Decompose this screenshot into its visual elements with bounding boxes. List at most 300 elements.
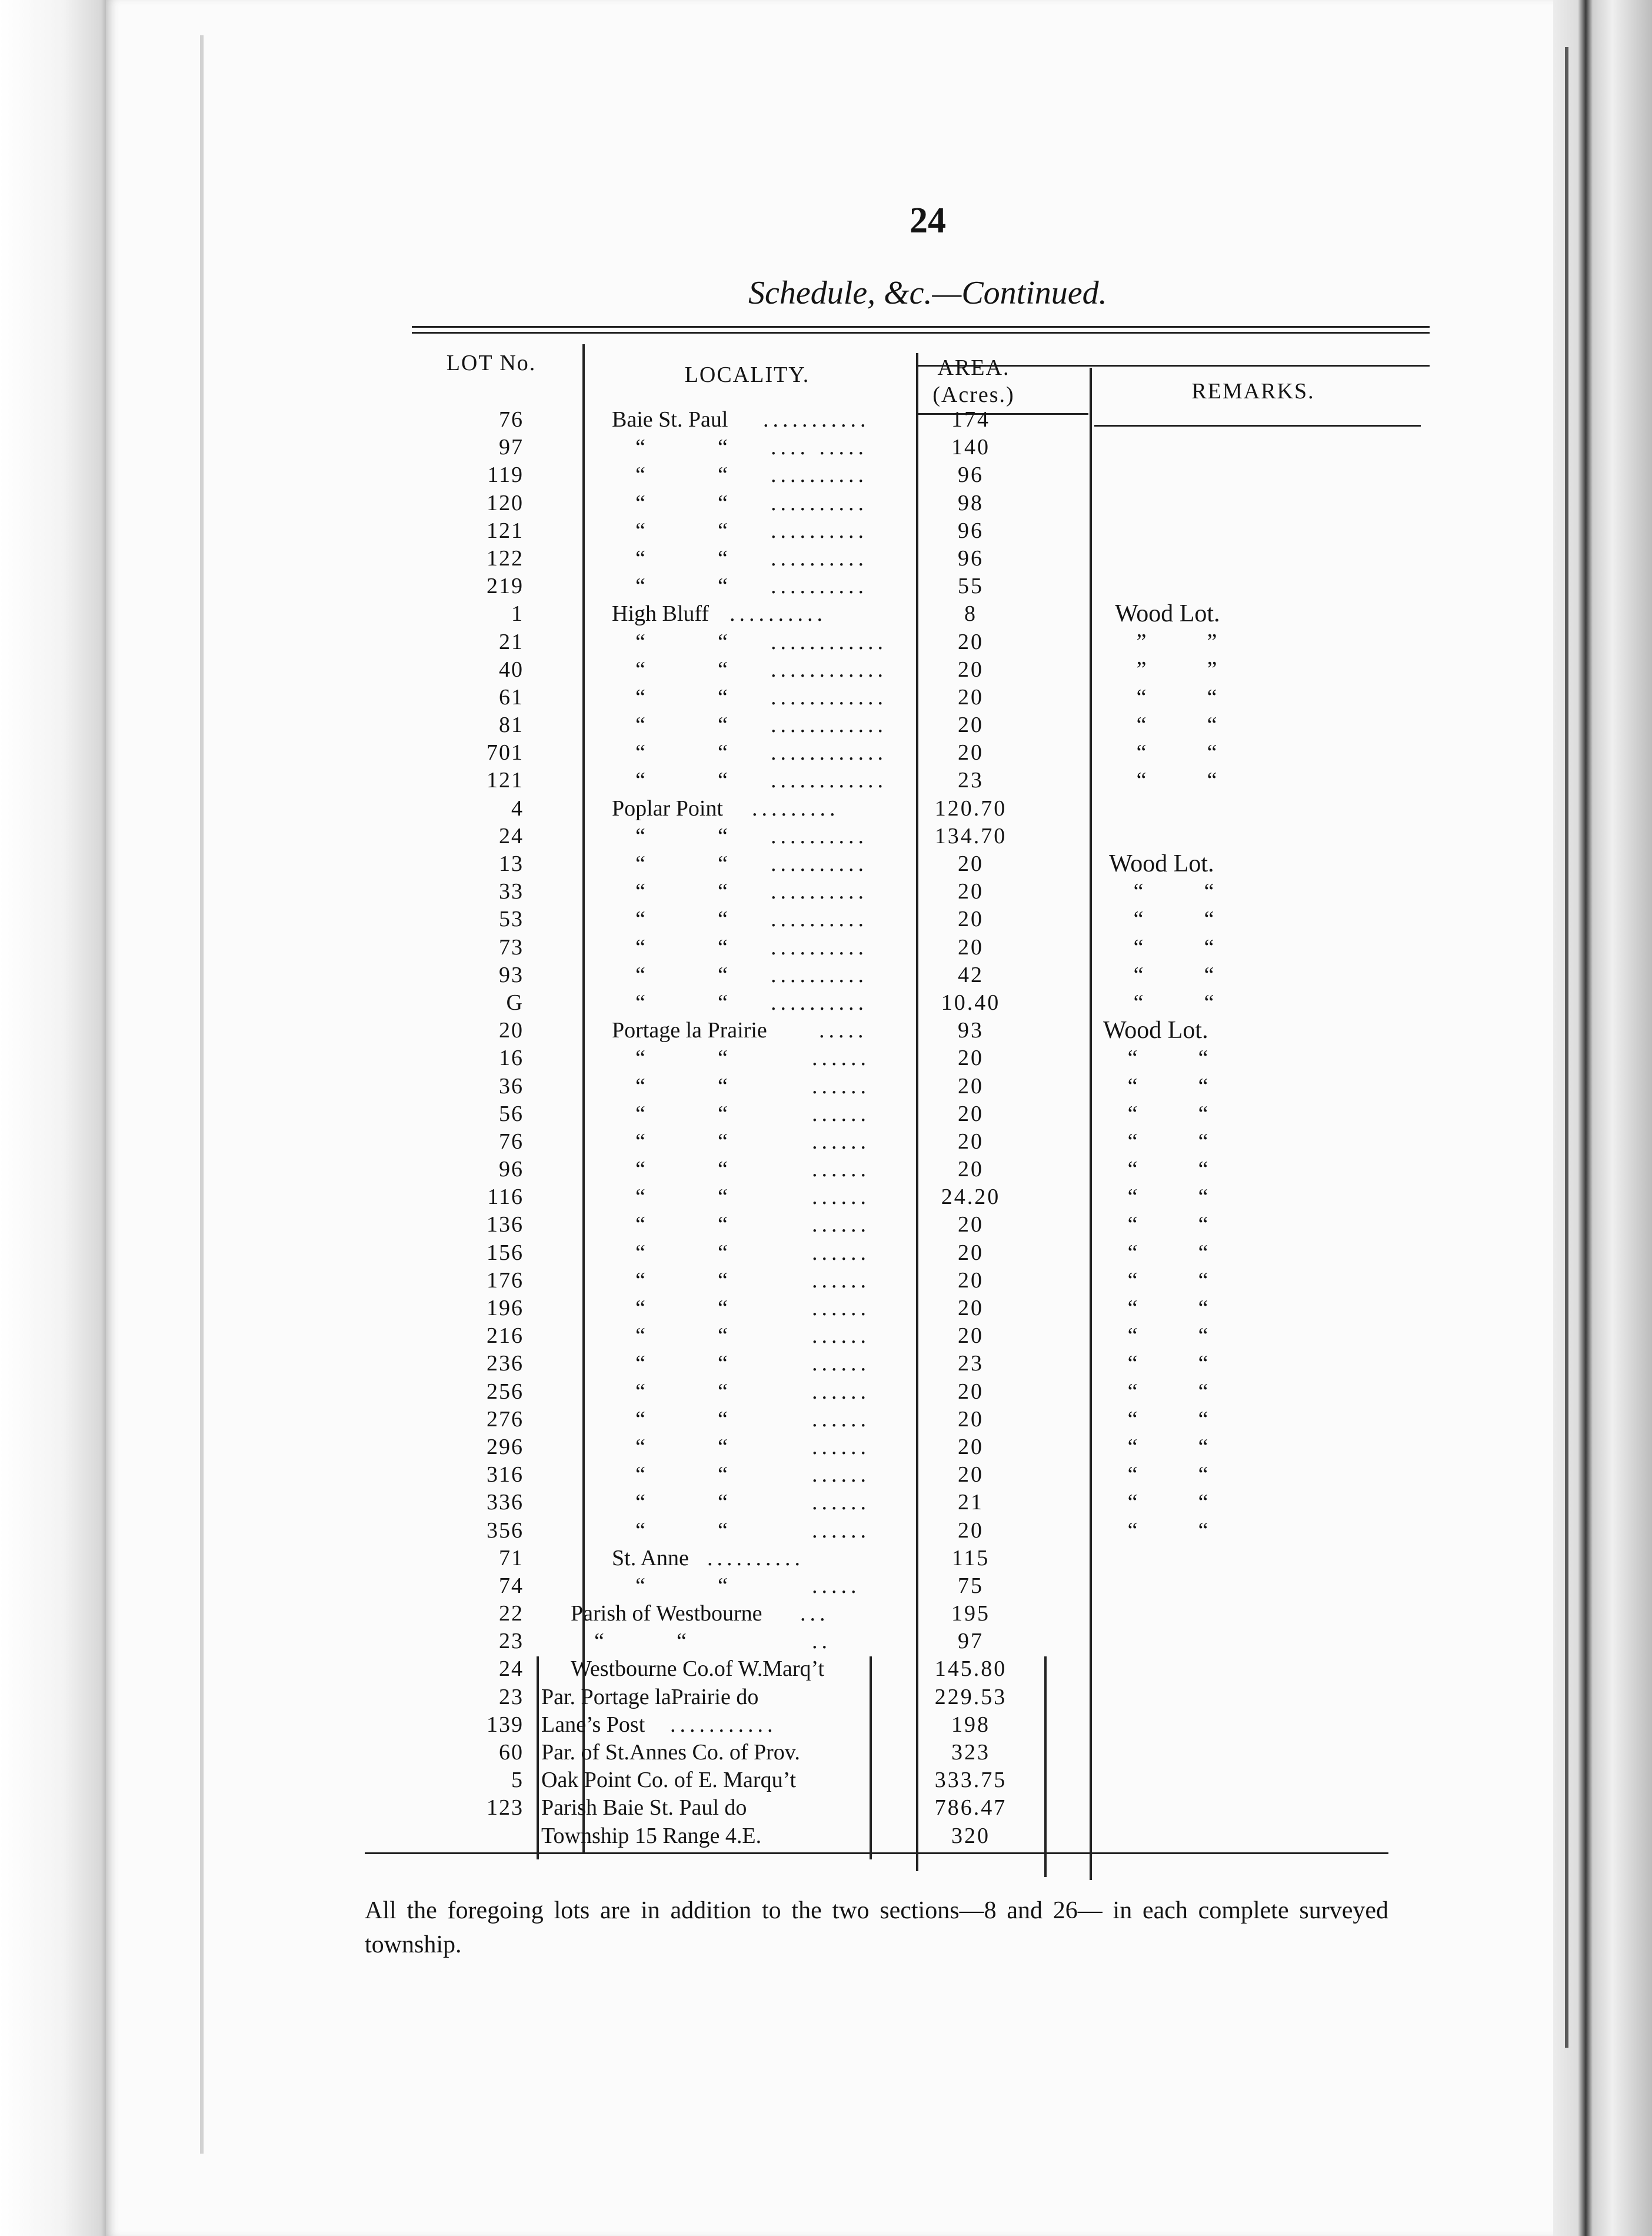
remark-ditto-1: “ [1127, 1434, 1138, 1459]
area-acres: 20 [958, 713, 984, 738]
leader-dots: ...... [812, 1073, 870, 1099]
lot-number: 256 [487, 1379, 524, 1404]
ditto-mark-1: “ [635, 1406, 645, 1432]
ditto-mark-1: “ [635, 713, 645, 738]
remark-ditto-1: “ [1127, 1323, 1138, 1349]
remark-ditto-1: “ [1127, 1212, 1138, 1237]
area-acres: 20 [958, 1046, 984, 1071]
table-row [0, 989, 1652, 1017]
table-row [0, 1044, 1652, 1072]
area-acres: 20 [958, 1240, 984, 1265]
area-acres: 21 [958, 1490, 984, 1515]
ditto-mark-1: “ [635, 851, 645, 876]
lot-number: 116 [487, 1184, 524, 1210]
area-acres: 20 [958, 1323, 984, 1349]
lot-number: 121 [487, 768, 524, 793]
lot-number: 13 [499, 851, 524, 876]
ditto-mark-2: “ [718, 1184, 728, 1210]
ditto-mark-1: “ [594, 1629, 604, 1654]
locality-name: Baie St. Paul [612, 407, 728, 432]
area-acres: 20 [958, 1267, 984, 1293]
table-row [0, 1017, 1652, 1044]
table-row [0, 1794, 1652, 1822]
ditto-mark-2: “ [718, 629, 728, 654]
remark-text: Wood Lot. [1103, 1017, 1208, 1044]
area-acres: 20 [958, 1518, 984, 1543]
leader-dots: ...... [812, 1240, 870, 1265]
remark-ditto-1: “ [1127, 1184, 1138, 1210]
lot-number: 40 [499, 657, 524, 682]
ditto-mark-1: “ [635, 684, 645, 710]
lot-number: 136 [487, 1212, 524, 1237]
locality-name: Portage la Prairie [612, 1018, 767, 1043]
table-row [0, 1655, 1652, 1683]
area-acres: 20 [958, 1406, 984, 1432]
area-acres: 20 [958, 657, 984, 682]
ditto-mark-1: “ [635, 657, 645, 682]
remark-ditto-1: “ [1136, 684, 1147, 710]
lot-number: 23 [499, 1684, 524, 1709]
table-row [0, 1378, 1652, 1406]
lot-number: 1 [511, 601, 524, 627]
area-acres: 20 [958, 1212, 984, 1237]
locality-name: Westbourne Co.of W.Marq’t [571, 1656, 825, 1682]
ditto-mark-2: “ [718, 907, 728, 932]
lot-number: 33 [499, 879, 524, 904]
table-row [0, 1183, 1652, 1211]
remark-ditto-1: “ [1127, 1518, 1138, 1543]
lot-number: 139 [487, 1712, 524, 1737]
remark-ditto-2: “ [1204, 934, 1214, 960]
ditto-mark-2: “ [718, 962, 728, 987]
table-row [0, 1489, 1652, 1516]
lot-number: 22 [499, 1601, 524, 1626]
lot-number: 219 [487, 574, 524, 599]
area-acres: 96 [958, 518, 984, 543]
table-row [0, 961, 1652, 989]
lot-number: 73 [499, 934, 524, 960]
remark-ditto-1: “ [1127, 1073, 1138, 1099]
area-acres: 20 [958, 934, 984, 960]
lot-number: 196 [487, 1296, 524, 1320]
ditto-mark-2: “ [718, 1129, 728, 1154]
remark-ditto-1: “ [1127, 1046, 1138, 1071]
leader-dots: ........... [670, 1712, 777, 1737]
remark-ditto-2: “ [1204, 962, 1214, 987]
lot-number: 56 [499, 1101, 524, 1126]
lot-number: 119 [487, 462, 524, 488]
lot-number: 93 [499, 962, 524, 987]
remark-ditto-1: “ [1127, 1406, 1138, 1432]
remark-ditto-1: “ [1127, 1101, 1138, 1126]
remark-ditto-1: “ [1127, 1379, 1138, 1404]
ditto-mark-1: “ [635, 1157, 645, 1182]
leader-dots: .......... [707, 1545, 804, 1570]
lot-number: 236 [487, 1351, 524, 1376]
area-acres: 98 [958, 490, 984, 515]
table-row [0, 1545, 1652, 1572]
ditto-mark-1: “ [635, 1518, 645, 1543]
remark-ditto-1: “ [1136, 713, 1147, 738]
remark-ditto-1: “ [1127, 1240, 1138, 1265]
remark-ditto-2: “ [1204, 990, 1214, 1015]
table-row [0, 1100, 1652, 1128]
ditto-mark-1: “ [635, 962, 645, 987]
leader-dots: ...... [812, 1184, 870, 1210]
lot-number: 81 [499, 713, 524, 738]
remark-ditto-1: “ [1127, 1351, 1138, 1376]
lot-number: 123 [487, 1795, 524, 1821]
ditto-mark-2: “ [718, 879, 728, 904]
lot-number: 53 [499, 907, 524, 932]
ditto-mark-2: “ [718, 823, 728, 849]
lot-number: 316 [487, 1462, 524, 1488]
ditto-mark-2: “ [718, 1434, 728, 1459]
leader-dots: ...... [812, 1434, 870, 1459]
leader-dots: .. [812, 1629, 831, 1654]
ditto-mark-2: “ [718, 990, 728, 1015]
ditto-mark-1: “ [635, 1323, 645, 1349]
area-acres: 24.20 [941, 1184, 1001, 1210]
locality-name: Lane’s Post [541, 1712, 645, 1737]
area-acres: 97 [958, 1629, 984, 1654]
ditto-mark-2: “ [718, 1073, 728, 1099]
lot-number: 296 [487, 1434, 524, 1459]
table-row [0, 1683, 1652, 1711]
area-acres: 145.80 [934, 1656, 1007, 1682]
area-acres: 198 [951, 1712, 990, 1737]
area-acres: 320 [951, 1823, 990, 1848]
leader-dots: .......... [771, 990, 868, 1015]
area-acres: 195 [951, 1601, 990, 1626]
remark-ditto-1: “ [1127, 1157, 1138, 1182]
table-row [0, 1711, 1652, 1739]
area-acres: 75 [958, 1573, 984, 1598]
lot-number: 20 [499, 1018, 524, 1043]
remark-ditto-1: ” [1136, 657, 1147, 682]
leader-dots: ...... [812, 1296, 870, 1320]
lot-number: 356 [487, 1518, 524, 1543]
ditto-mark-2: “ [718, 851, 728, 876]
table-row [0, 600, 1652, 628]
ditto-mark-1: “ [635, 490, 645, 515]
table-row [0, 1156, 1652, 1183]
remark-ditto-2: “ [1198, 1212, 1208, 1237]
remark-ditto-2: “ [1198, 1184, 1208, 1210]
area-acres: 20 [958, 1101, 984, 1126]
ditto-mark-1: “ [635, 1240, 645, 1265]
lot-number: 36 [499, 1073, 524, 1099]
leader-dots: ............ [771, 657, 887, 682]
lot-number: 76 [499, 407, 524, 432]
ditto-mark-2: “ [718, 1573, 728, 1598]
area-acres: 140 [951, 435, 990, 460]
remark-ditto-1: ” [1136, 629, 1147, 654]
table-row [0, 1128, 1652, 1156]
remark-ditto-2: “ [1198, 1490, 1208, 1515]
lot-number: G [506, 990, 524, 1015]
locality-name: Township 15 Range 4.E. [541, 1823, 762, 1848]
table-row [0, 1600, 1652, 1628]
leader-dots: .......... [730, 601, 827, 627]
area-acres: 96 [958, 462, 984, 488]
remark-ditto-2: “ [1198, 1434, 1208, 1459]
ditto-mark-1: “ [635, 1184, 645, 1210]
ditto-mark-2: “ [718, 1462, 728, 1488]
ditto-mark-1: “ [635, 1434, 645, 1459]
lot-number: 4 [511, 796, 524, 821]
table-row [0, 823, 1652, 850]
ditto-mark-2: “ [718, 574, 728, 599]
table-row [0, 628, 1652, 656]
lot-number: 61 [499, 684, 524, 710]
table-row [0, 517, 1652, 545]
ditto-mark-1: “ [635, 1129, 645, 1154]
table-row [0, 1517, 1652, 1545]
ditto-mark-2: “ [718, 1406, 728, 1432]
ditto-mark-2: “ [718, 1240, 728, 1265]
leader-dots: ...... [812, 1323, 870, 1349]
page-number: 24 [910, 201, 946, 241]
locality-name: Oak Point Co. of E. Marqu’t [541, 1768, 797, 1793]
ditto-mark-1: “ [635, 879, 645, 904]
remark-ditto-2: “ [1198, 1351, 1208, 1376]
remark-ditto-1: “ [1136, 740, 1147, 766]
remark-ditto-2: “ [1198, 1406, 1208, 1432]
area-acres: 20 [958, 1462, 984, 1488]
locality-name: Parish Baie St. Paul do [541, 1795, 747, 1821]
locality-name: Parish of Westbourne [571, 1601, 762, 1626]
table-row [0, 1350, 1652, 1377]
table-row [0, 406, 1652, 434]
table-row [0, 1572, 1652, 1600]
table-row [0, 1322, 1652, 1350]
lot-number: 97 [499, 435, 524, 460]
ditto-mark-2: “ [718, 740, 728, 766]
table-row [0, 434, 1652, 461]
ditto-mark-2: “ [718, 768, 728, 793]
leader-dots: .......... [771, 462, 868, 488]
remark-ditto-2: “ [1198, 1240, 1208, 1265]
remark-ditto-1: “ [1127, 1296, 1138, 1320]
area-acres: 20 [958, 1073, 984, 1099]
table-row [0, 934, 1652, 961]
table-row [0, 906, 1652, 933]
lot-number: 23 [499, 1629, 524, 1654]
leader-dots: ..... [819, 1018, 868, 1043]
locality-name: St. Anne [612, 1545, 689, 1570]
remark-ditto-2: “ [1198, 1379, 1208, 1404]
remark-ditto-2: “ [1198, 1101, 1208, 1126]
running-title: Schedule, &c.—Continued. [748, 275, 1107, 311]
area-acres: 8 [964, 601, 977, 627]
remark-ditto-2: “ [1198, 1462, 1208, 1488]
ditto-mark-2: “ [718, 934, 728, 960]
remark-ditto-2: “ [1204, 879, 1214, 904]
leader-dots: .......... [771, 851, 868, 876]
header-area-line1: AREA. [937, 355, 1010, 380]
ditto-mark-1: “ [635, 1462, 645, 1488]
lot-number: 121 [487, 518, 524, 543]
ditto-mark-1: “ [635, 1073, 645, 1099]
ditto-mark-1: “ [635, 934, 645, 960]
remark-ditto-1: “ [1136, 768, 1147, 793]
area-acres: 333.75 [934, 1768, 1007, 1793]
lot-number: 24 [499, 1656, 524, 1682]
area-acres: 20 [958, 684, 984, 710]
lot-number: 156 [487, 1240, 524, 1265]
leader-dots: ...... [812, 1518, 870, 1543]
ditto-mark-2: “ [718, 1101, 728, 1126]
header-top-rule [412, 326, 1430, 328]
remark-ditto-2: “ [1198, 1073, 1208, 1099]
lot-number: 24 [499, 823, 524, 849]
leader-dots: ...... [812, 1046, 870, 1071]
table-row [0, 545, 1652, 573]
table-row [0, 1822, 1652, 1850]
remark-ditto-2: “ [1198, 1157, 1208, 1182]
leader-dots: ........... [763, 407, 870, 432]
leader-dots: .......... [771, 490, 868, 515]
ditto-mark-2: “ [718, 490, 728, 515]
leader-dots: ... [800, 1601, 830, 1626]
locality-name: Poplar Point [612, 796, 723, 821]
leader-dots: .......... [771, 879, 868, 904]
ditto-mark-1: “ [635, 545, 645, 571]
ditto-mark-1: “ [635, 1573, 645, 1598]
ditto-mark-2: “ [718, 1212, 728, 1237]
ditto-mark-1: “ [635, 768, 645, 793]
area-acres: 20 [958, 851, 984, 876]
remark-ditto-1: “ [1127, 1490, 1138, 1515]
leader-dots: ...... [812, 1351, 870, 1376]
ditto-mark-1: “ [635, 518, 645, 543]
lot-number: 76 [499, 1129, 524, 1154]
ditto-mark-2: “ [718, 657, 728, 682]
remark-ditto-1: “ [1127, 1267, 1138, 1293]
leader-dots: ...... [812, 1101, 870, 1126]
leader-dots: ............ [771, 684, 887, 710]
table-row [0, 684, 1652, 711]
leader-dots: .......... [771, 574, 868, 599]
leader-dots: ............ [771, 740, 887, 766]
area-acres: 93 [958, 1018, 984, 1043]
area-acres: 20 [958, 1157, 984, 1182]
leader-dots: ...... [812, 1490, 870, 1515]
remark-ditto-2: “ [1198, 1129, 1208, 1154]
remark-text: Wood Lot. [1109, 850, 1214, 877]
table-row [0, 1739, 1652, 1766]
ditto-mark-2: “ [718, 1351, 728, 1376]
lot-number: 276 [487, 1406, 524, 1432]
leader-dots: .... ..... [771, 435, 868, 460]
table-row [0, 656, 1652, 684]
table-row [0, 573, 1652, 600]
locality-name: Par. of St.Annes Co. of Prov. [541, 1740, 800, 1765]
leader-dots: .......... [771, 907, 868, 932]
ditto-mark-1: “ [635, 574, 645, 599]
ditto-mark-2: “ [718, 1046, 728, 1071]
remark-ditto-2: ” [1207, 657, 1217, 682]
table-row [0, 461, 1652, 489]
area-acres: 20 [958, 907, 984, 932]
ditto-mark-1: “ [635, 1351, 645, 1376]
ditto-mark-2: “ [718, 518, 728, 543]
remark-ditto-2: ” [1207, 629, 1217, 654]
leader-dots: ......... [752, 796, 840, 821]
area-acres: 20 [958, 1129, 984, 1154]
remark-ditto-1: “ [1133, 990, 1144, 1015]
area-acres: 20 [958, 629, 984, 654]
lot-number: 96 [499, 1157, 524, 1182]
footnote: All the foregoing lots are in addition to the two sections—8 and 26— in each complete surveyed township. [365, 1897, 1388, 1958]
remark-ditto-2: “ [1198, 1518, 1208, 1543]
ditto-mark-2: “ [718, 1490, 728, 1515]
leader-dots: ...... [812, 1267, 870, 1293]
leader-dots: ............ [771, 768, 887, 793]
lot-number: 71 [499, 1545, 524, 1570]
remark-ditto-2: “ [1207, 740, 1217, 766]
lot-number: 5 [511, 1768, 524, 1793]
remark-ditto-2: “ [1207, 768, 1217, 793]
lot-number: 176 [487, 1267, 524, 1293]
remark-ditto-1: “ [1133, 934, 1144, 960]
table-row [0, 878, 1652, 906]
lot-number: 74 [499, 1573, 524, 1598]
ditto-mark-1: “ [635, 990, 645, 1015]
leader-dots: .......... [771, 823, 868, 849]
area-acres: 115 [951, 1545, 990, 1570]
locality-name: Par. Portage laPrairie do [541, 1684, 759, 1709]
ditto-mark-2: “ [718, 1323, 728, 1349]
leader-dots: .......... [771, 934, 868, 960]
header-top-rule-2 [412, 332, 1430, 334]
leader-dots: ...... [812, 1129, 870, 1154]
remark-ditto-2: “ [1198, 1323, 1208, 1349]
remark-ditto-2: “ [1198, 1267, 1208, 1293]
ditto-mark-1: “ [635, 629, 645, 654]
ditto-mark-2: “ [677, 1629, 687, 1654]
table-row [0, 795, 1652, 823]
area-acres: 20 [958, 1296, 984, 1320]
ditto-mark-1: “ [635, 435, 645, 460]
remark-text: Wood Lot. [1115, 600, 1220, 628]
ditto-mark-2: “ [718, 462, 728, 488]
table-bottom-rule [365, 1852, 1388, 1854]
header-remarks: REMARKS. [1191, 379, 1315, 404]
ditto-mark-2: “ [718, 684, 728, 710]
ditto-mark-2: “ [718, 1157, 728, 1182]
remark-ditto-2: “ [1207, 713, 1217, 738]
ditto-mark-1: “ [635, 462, 645, 488]
lot-number: 16 [499, 1046, 524, 1071]
area-acres: 55 [958, 574, 984, 599]
leader-dots: ...... [812, 1379, 870, 1404]
area-acres: 10.40 [941, 990, 1001, 1015]
ditto-mark-1: “ [635, 740, 645, 766]
ditto-mark-1: “ [635, 1101, 645, 1126]
remark-ditto-2: “ [1198, 1296, 1208, 1320]
leader-dots: ..... [812, 1573, 861, 1598]
area-acres: 229.53 [934, 1684, 1007, 1709]
remark-ditto-1: “ [1133, 962, 1144, 987]
ditto-mark-2: “ [718, 1379, 728, 1404]
leader-dots: .......... [771, 518, 868, 543]
area-acres: 23 [958, 1351, 984, 1376]
lot-number: 60 [499, 1740, 524, 1765]
leader-dots: ...... [812, 1212, 870, 1237]
lot-number: 701 [487, 740, 524, 766]
